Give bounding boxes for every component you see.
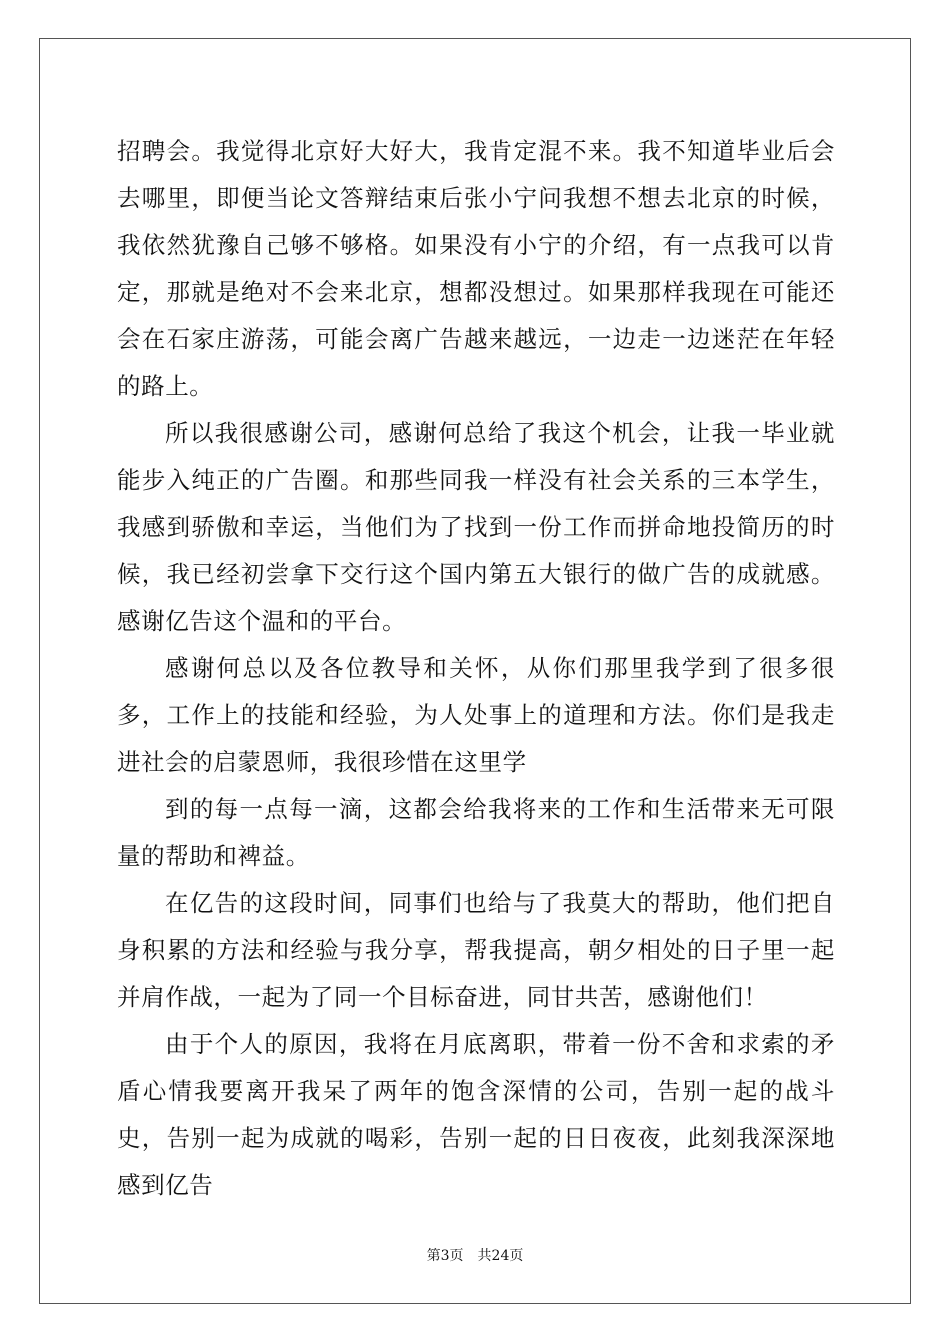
paragraph-1: 招聘会。我觉得北京好大好大，我肯定混不来。我不知道毕业后会去哪里，即便当论文答辩结束后张小宁问我想不想去北京的时候，我依然犹豫自己够不够格。如果没有小宁的介绍，有一点我可以肯定，那就是绝对不会来北京，想都没想过。如果那样我现在可能还会在石家庄游荡，可能会离广告越来越远，一边走一边迷茫在年轻的路上。 bbox=[117, 137, 835, 400]
paragraph-4: 到的每一点每一滴，这都会给我将来的工作和生活带来无可限量的帮助和裨益。 bbox=[117, 795, 835, 870]
page-footer bbox=[0, 1247, 950, 1265]
page-number: 第3页 bbox=[426, 1248, 464, 1264]
paragraph-3: 感谢何总以及各位教导和关怀，从你们那里我学到了很多很多，工作上的技能和经验，为人处事上的道理和方法。你们是我走进社会的启蒙恩师，我很珍惜在这里学 bbox=[117, 654, 835, 776]
paragraph-6: 由于个人的原因，我将在月底离职，带着一份不舍和求索的矛盾心情我要离开我呆了两年的饱含深情的公司，告别一起的战斗史，告别一起为成就的喝彩，告别一起的日日夜夜，此刻我深深地感到亿告 bbox=[117, 1030, 835, 1199]
document-body bbox=[117, 128, 835, 1209]
paragraph-2: 所以我很感谢公司，感谢何总给了我这个机会，让我一毕业就能步入纯正的广告圈。和那些同我一样没有社会关系的三本学生，我感到骄傲和幸运，当他们为了找到一份工作而拼命地投简历的时候，我已经初尝拿下交行这个国内第五大银行的做广告的成就感。感谢亿告这个温和的平台。 bbox=[117, 419, 835, 635]
page-total: 共24页 bbox=[477, 1248, 524, 1264]
paragraph-5: 在亿告的这段时间，同事们也给与了我莫大的帮助，他们把自身积累的方法和经验与我分享，帮我提高，朝夕相处的日子里一起并肩作战，一起为了同一个目标奋进，同甘共苦，感谢他们！ bbox=[117, 889, 835, 1011]
